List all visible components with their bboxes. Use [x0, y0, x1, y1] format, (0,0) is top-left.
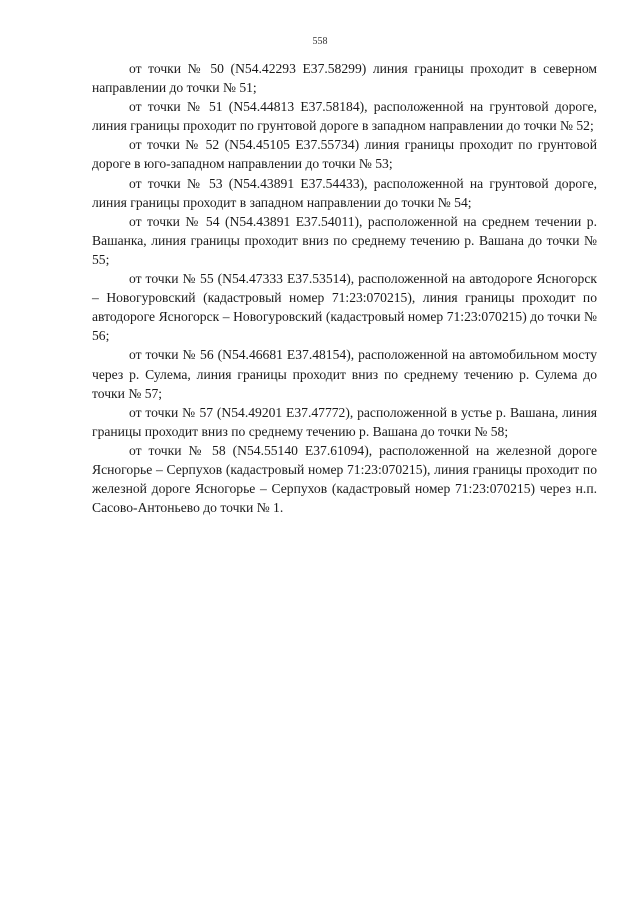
paragraph-point-51: от точки № 51 (N54.44813 E37.58184), расположенной на грунтовой дороге, линия границы проходит по грунтовой дороге в западном направлении до точки № 52;: [92, 99, 597, 134]
paragraph-point-57: от точки № 57 (N54.49201 E37.47772), расположенной в устье р. Вашана, линия границы проходит вниз по среднему течению р. Вашана до точки № 58;: [92, 404, 597, 439]
boundary-description: [92, 59, 597, 517]
paragraph-point-53: от точки № 53 (N54.43891 E37.54433), расположенной на грунтовой дороге, линия границы проходит в западном направлении до точки № 54;: [92, 175, 597, 210]
paragraph-point-58: от точки № 58 (N54.55140 E37.61094), расположенной на железной дороге Ясногорье – Серпухов (кадастровый номер 71:23:070215), линия границы проходит по железной дороге Ясногорье – Серпухов (кадастровый номер 71:23:070215) через н.п. Сасово-Антоньево до точки № 1.: [92, 442, 597, 516]
paragraph-point-52: от точки № 52 (N54.45105 E37.55734) линия границы проходит по грунтовой дороге в юго-западном направлении до точки № 53;: [92, 137, 597, 172]
page-number: 558: [312, 36, 328, 47]
paragraph-point-50: от точки № 50 (N54.42293 E37.58299) линия границы проходит в северном направлении до точки № 51;: [92, 61, 597, 96]
paragraph-point-55: от точки № 55 (N54.47333 E37.53514), расположенной на автодороге Ясногорск – Новогуровский (кадастровый номер 71:23:070215), линия границы проходит по автодороге Ясногорск – Новогуровский (кадастровый номер 71:23:070215) до точки № 56;: [92, 271, 597, 344]
paragraph-point-56: от точки № 56 (N54.46681 E37.48154), расположенной на автомобильном мосту через р. Сулема, линия границы проходит вниз по среднему течению р. Сулема до точки № 57;: [92, 347, 597, 401]
paragraph-point-54: от точки № 54 (N54.43891 E37.54011), расположенной на среднем течении р. Вашанка, линия границы проходит вниз по среднему течению р. Вашана до точки № 55;: [92, 213, 597, 267]
